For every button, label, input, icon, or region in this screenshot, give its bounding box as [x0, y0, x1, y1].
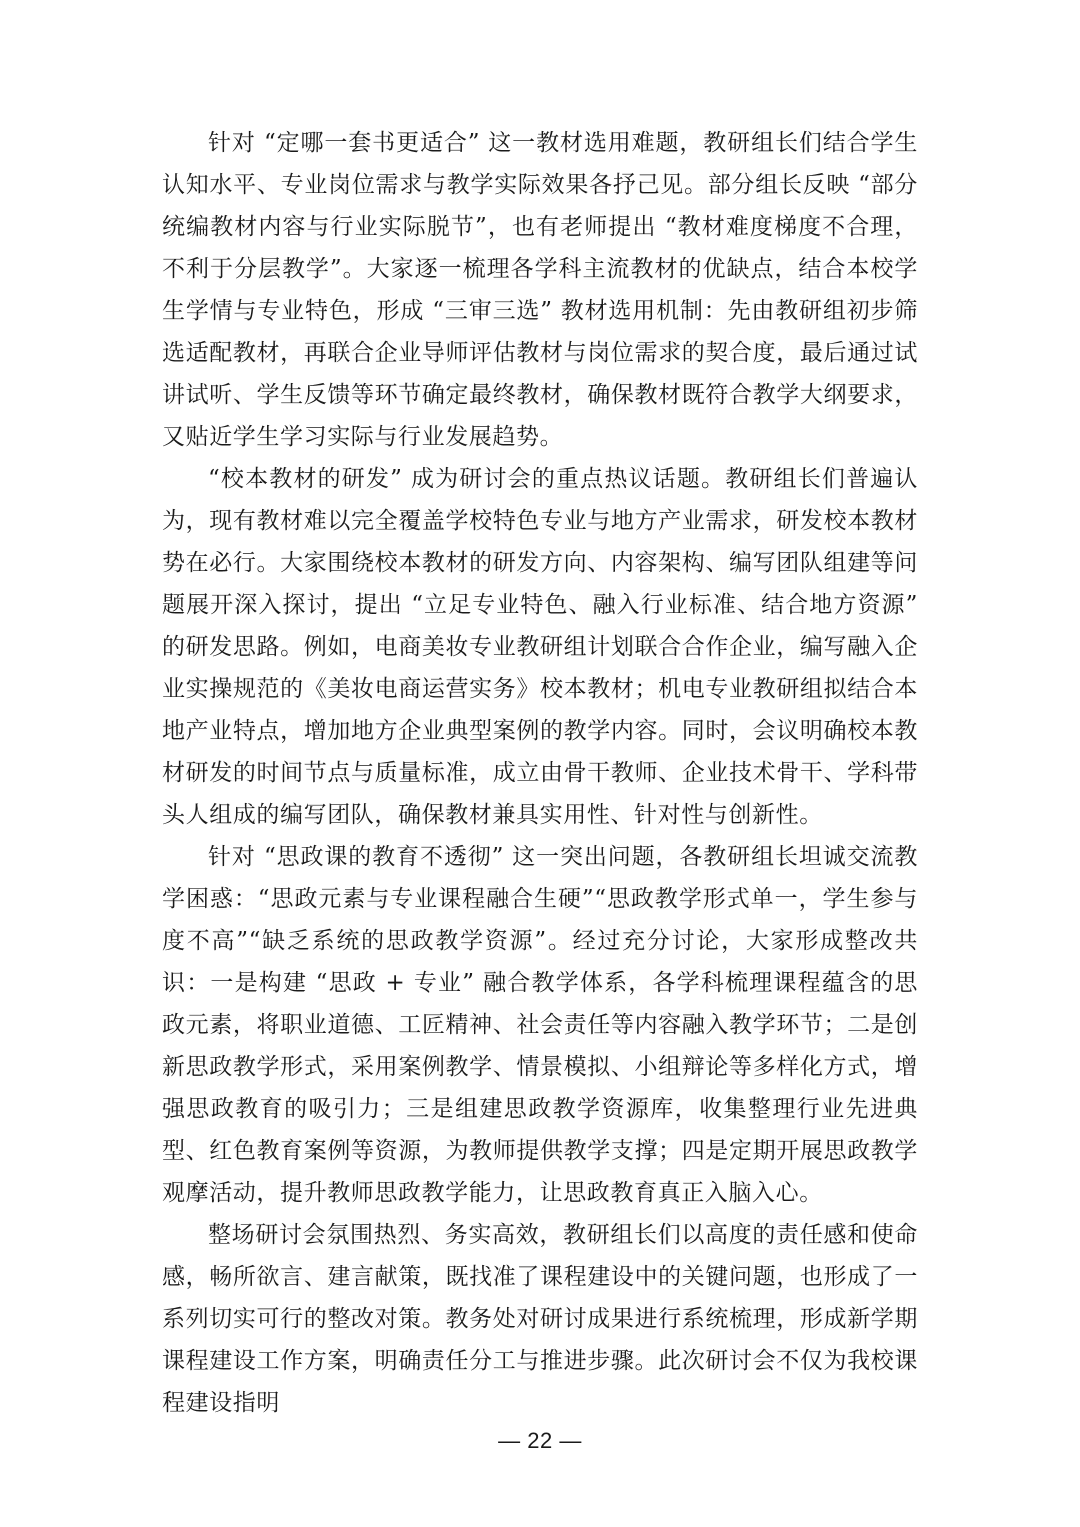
paragraph-textbook-selection: 针对 “定哪一套书更适合” 这一教材选用难题，教研组长们结合学生认知水平、专业岗位需求与教学实际效果各抒己见。部分组长反映 “部分统编教材内容与行业实际脱节”，也有老师提出 “教材难度梯度不合理，不利于分层教学”。大家逐一梳理各学科主流教材的优缺点，结合本校学生学情与专业特色，形成 “三审三选” 教材选用机制：先由教研组初步筛选适配教材，再联合企业导师评估教材与岗位需求的契合度，最后通过试讲试听、学生反馈等环节确定最终教材，确保教材既符合教学大纲要求，又贴近学生学习实际与行业发展趋势。 [162, 130, 918, 450]
body-text [162, 122, 918, 1424]
page-number: — 22 — [498, 1428, 582, 1453]
paragraph-school-textbook-development: “校本教材的研发” 成为研讨会的重点热议话题。教研组长们普遍认为，现有教材难以完全覆盖学校特色专业与地方产业需求，研发校本教材势在必行。大家围绕校本教材的研发方向、内容架构、编写团队组建等问题展开深入探讨，提出 “立足专业特色、融入行业标准、结合地方资源” 的研发思路。例如，电商美妆专业教研组计划联合合作企业，编写融入企业实操规范的《美妆电商运营实务》校本教材；机电专业教研组拟结合本地产业特点，增加地方企业典型案例的教学内容。同时，会议明确校本教材研发的时间节点与质量标准，成立由骨干教师、企业技术骨干、学科带头人组成的编写团队，确保教材兼具实用性、针对性与创新性。 [162, 466, 918, 828]
paragraph-seminar-summary: 整场研讨会氛围热烈、务实高效，教研组长们以高度的责任感和使命感，畅所欲言、建言献策，既找准了课程建设中的关键问题，也形成了一系列切实可行的整改对策。教务处对研讨成果进行系统梳理，形成新学期课程建设工作方案，明确责任分工与推进步骤。此次研讨会不仅为我校课程建设指明 [162, 1222, 918, 1416]
paragraph-ideological-education: 针对 “思政课的教育不透彻” 这一突出问题，各教研组长坦诚交流教学困惑：“思政元素与专业课程融合生硬”“思政教学形式单一，学生参与度不高”“缺乏系统的思政教学资源”。经过充分讨论，大家形成整改共识：一是构建 “思政 + 专业” 融合教学体系，各学科梳理课程蕴含的思政元素，将职业道德、工匠精神、社会责任等内容融入教学环节；二是创新思政教学形式，采用案例教学、情景模拟、小组辩论等多样化方式，增强思政教育的吸引力；三是组建思政教学资源库，收集整理行业先进典型、红色教育案例等资源，为教师提供教学支撑；四是定期开展思政教学观摩活动，提升教师思政教学能力，让思政教育真正入脑入心。 [162, 844, 918, 1206]
